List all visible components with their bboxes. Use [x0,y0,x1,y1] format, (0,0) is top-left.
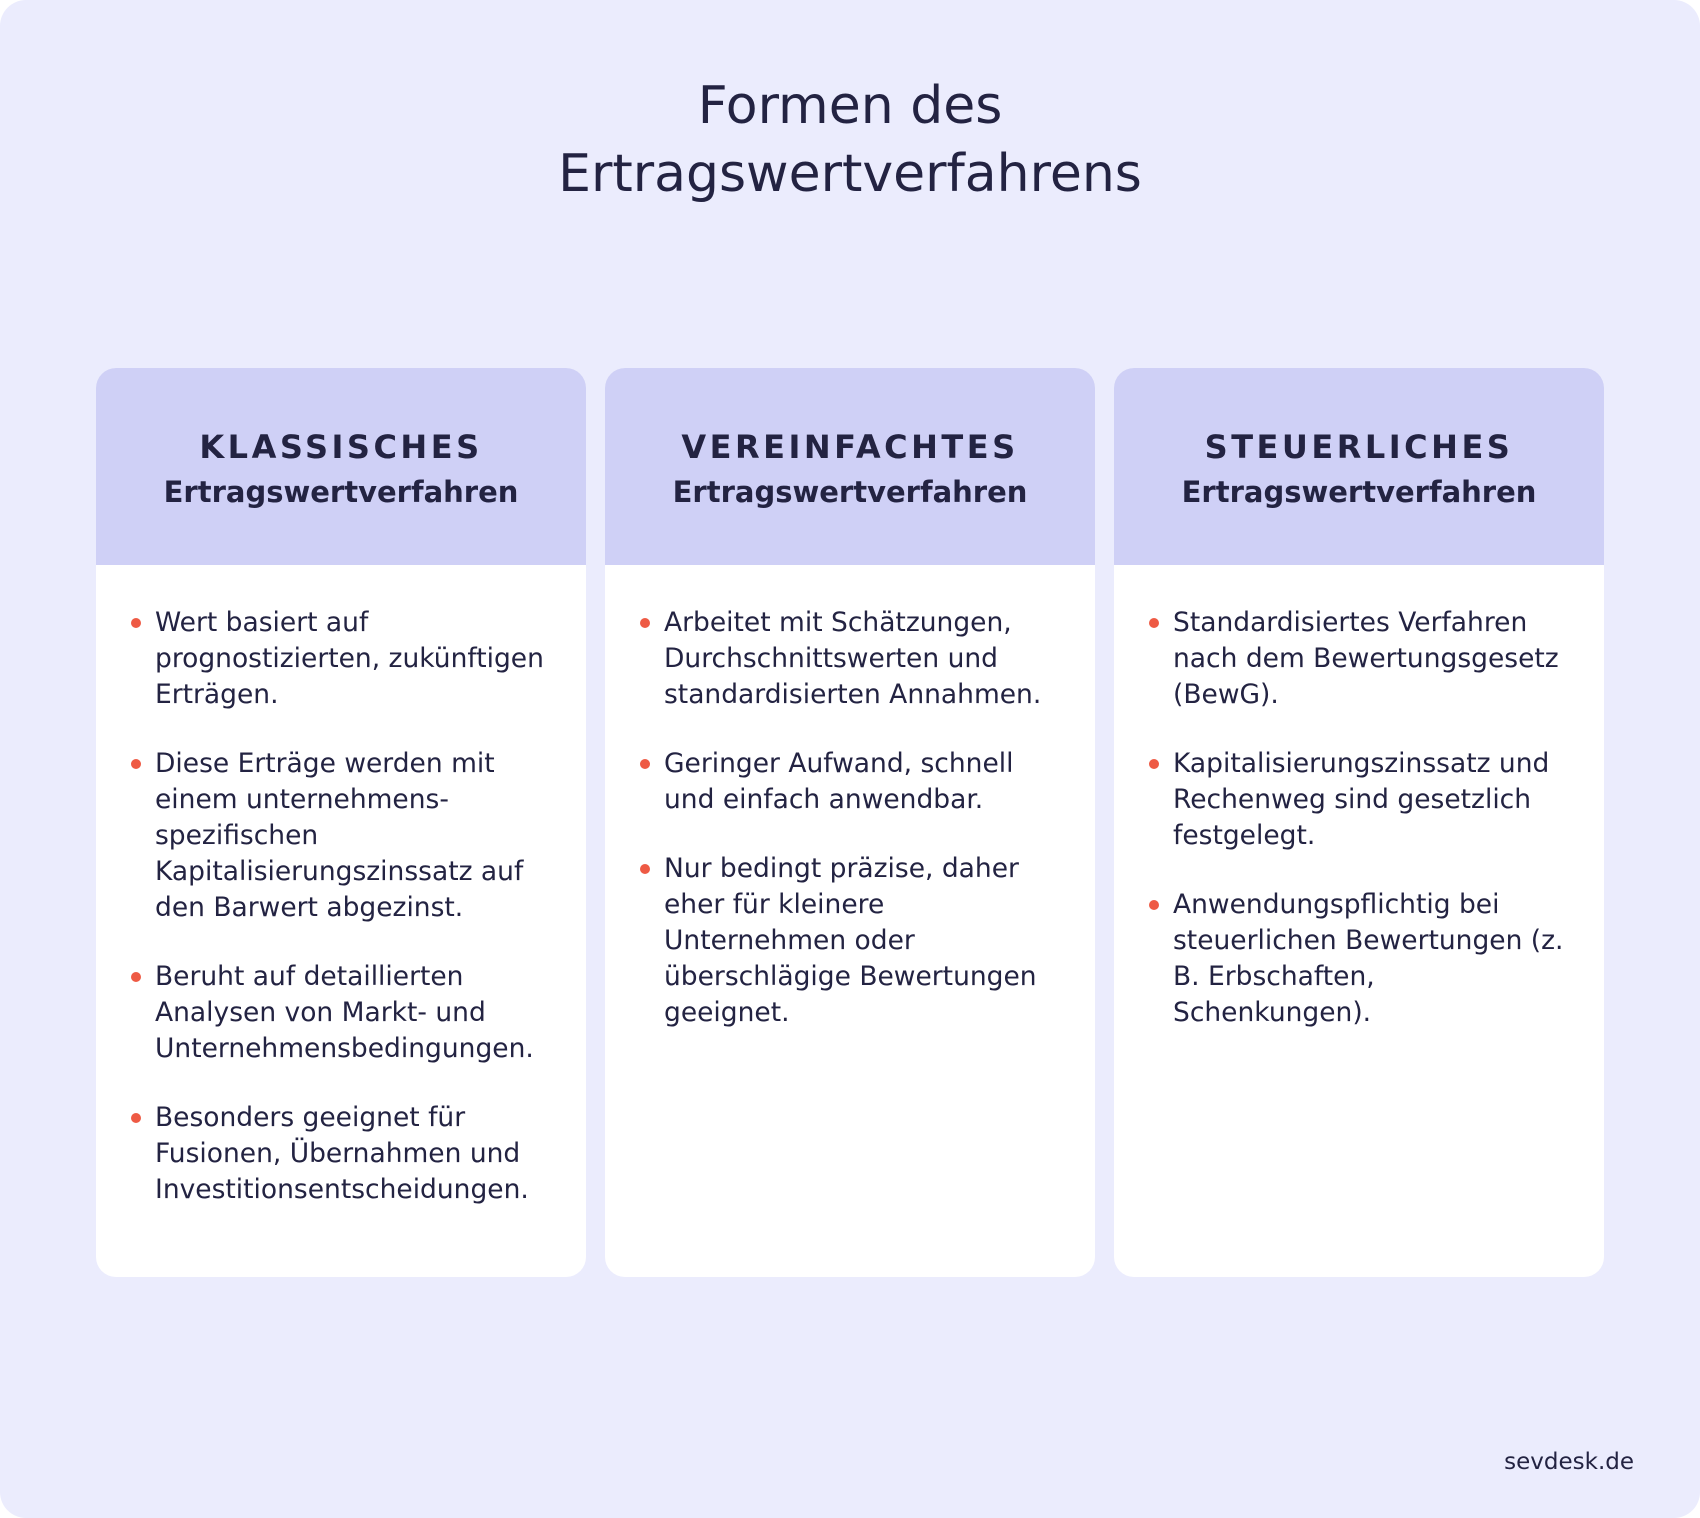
bullet-dot-icon [131,759,141,769]
card-subtitle: Ertragswertverfahren [672,475,1028,509]
list-item [1149,605,1580,713]
list-item [131,1100,562,1208]
card-header [1114,368,1604,565]
card-vereinfachtes [605,368,1095,1277]
bullet-list [1149,605,1580,1031]
list-item-text: Geringer Aufwand, schnell und einfach anwendbar. [664,748,1014,815]
card-subtitle: Ertragswertverfahren [163,475,519,509]
bullet-dot-icon [131,1113,141,1123]
card-body [1114,565,1604,1031]
page-title-line-1: Formen des [697,76,1003,136]
card-steuerliches [1114,368,1604,1277]
list-item-text: Beruht auf detaillierten Analysen von Markt- und Unternehmensbedingungen. [155,961,534,1064]
bullet-dot-icon [131,972,141,982]
list-item [1149,746,1580,854]
list-item [640,851,1071,1031]
bullet-dot-icon [640,618,650,628]
list-item-text: Arbeitet mit Schätzungen, Durchschnittswerten und standardisierten Annahmen. [664,607,1042,710]
list-item-text: Standardisiertes Verfahren nach dem Bewertungsgesetz (BewG). [1173,607,1559,710]
list-item [1149,887,1580,1031]
bullet-dot-icon [1149,759,1159,769]
list-item-text: Nur bedingt präzise, daher eher für kleinere Unternehmen oder überschlägige Bewertungen geeignet. [664,853,1037,1028]
bullet-dot-icon [131,618,141,628]
list-item [131,959,562,1067]
card-body [605,565,1095,1031]
bullet-list [640,605,1071,1031]
brand-label: sevdesk.de [1504,1449,1634,1475]
list-item [640,605,1071,713]
list-item-text: Wert basiert auf prognostizierten, zukünftigen Erträgen. [155,607,544,710]
page-title [0,72,1700,208]
list-item-text: Kapitalisierungszinssatz und Rechenweg sind gesetzlich festgelegt. [1173,748,1550,851]
card-header [96,368,586,565]
list-item-text: Diese Erträge werden mit einem unternehmens-spezifischen Kapitalisierungszinssatz auf den Barwert abgezinst. [155,748,524,923]
card-body [96,565,586,1208]
bullet-dot-icon [640,864,650,874]
bullet-dot-icon [640,759,650,769]
page-title-line-2: Ertragswertverfahrens [558,144,1142,204]
bullet-list [131,605,562,1208]
list-item-text: Besonders geeignet für Fusionen, Übernahmen und Investitionsentscheidungen. [155,1102,529,1205]
card-header [605,368,1095,565]
card-kicker: STEUERLICHES [1204,428,1514,466]
list-item [131,605,562,713]
list-item [640,746,1071,818]
list-item-text: Anwendungspflichtig bei steuerlichen Bewertungen (z. B. Erbschaften, Schenkungen). [1173,889,1564,1028]
card-subtitle: Ertragswertverfahren [1181,475,1537,509]
card-kicker: KLASSISCHES [199,428,483,466]
card-klassisches [96,368,586,1277]
bullet-dot-icon [1149,618,1159,628]
list-item [131,746,562,926]
card-kicker: VEREINFACHTES [681,428,1019,466]
bullet-dot-icon [1149,900,1159,910]
